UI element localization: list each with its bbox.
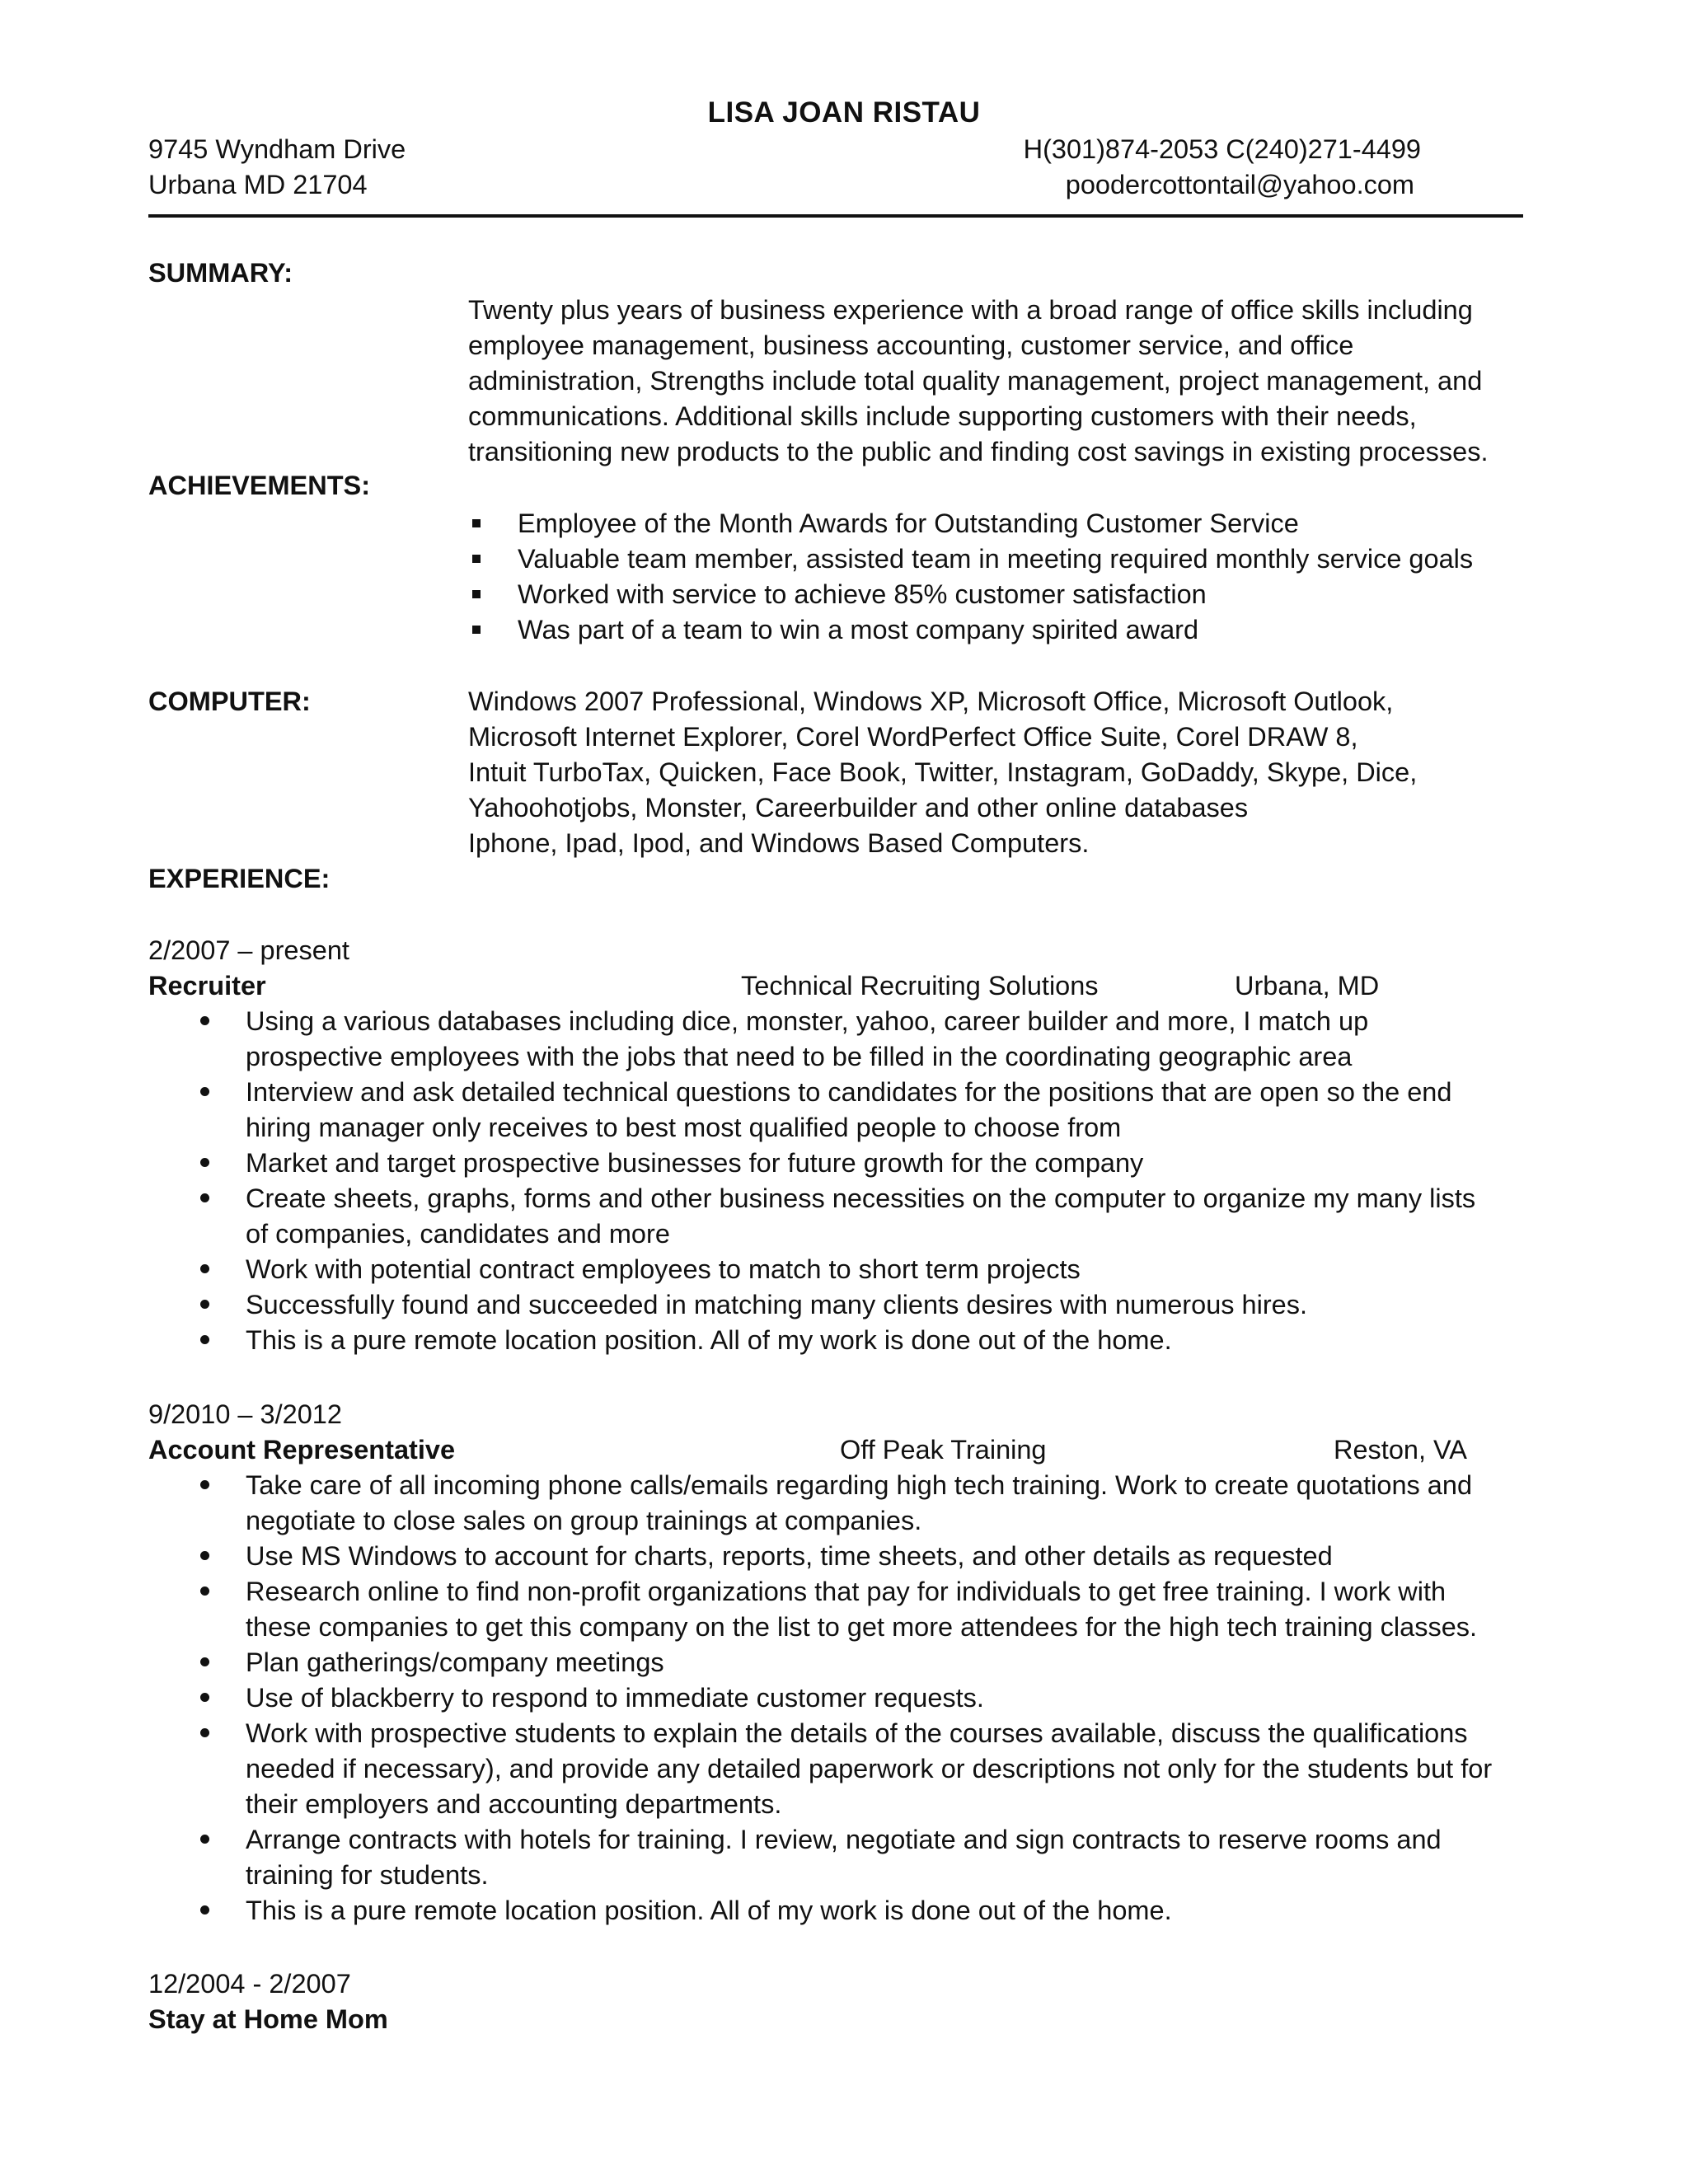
bullet-line: Use of blackberry to respond to immediate customer requests.	[246, 1683, 984, 1713]
summary-line: administration, Strengths include total quality management, project management, and	[468, 366, 1483, 396]
bullet-line: Work with potential contract employees to match to short term projects	[246, 1254, 1081, 1284]
job-bullet	[246, 1252, 1531, 1287]
achievement-item: Valuable team member, assisted team in meeting required monthly service goals	[518, 541, 1473, 577]
job-bullet	[246, 1539, 1531, 1574]
job-bullets	[246, 1468, 1531, 1929]
summary-line: Twenty plus years of business experience with a broad range of office skills including	[468, 295, 1473, 325]
bullet-line: needed if necessary), and provide any detailed paperwork or descriptions not only for the students but for	[246, 1754, 1493, 1783]
achievements-heading: ACHIEVEMENTS:	[148, 471, 371, 500]
job-bullet	[246, 1680, 1531, 1716]
job-company: Technical Recruiting Solutions	[741, 971, 1099, 1001]
computer-skills	[468, 684, 1540, 861]
job-bullet	[246, 1181, 1531, 1252]
job-dates: 9/2010 – 3/2012	[148, 1399, 342, 1429]
achievement-item: Employee of the Month Awards for Outstanding Customer Service	[518, 506, 1473, 541]
phone-numbers: H(301)874-2053 C(240)271-4499	[1023, 134, 1421, 164]
bullet-line: Take care of all incoming phone calls/emails regarding high tech training. Work to create quotations and	[246, 1470, 1473, 1500]
bullet-line: prospective employees with the jobs that need to be filled in the coordinating geographic area	[246, 1042, 1353, 1071]
job-bullet	[246, 1893, 1531, 1929]
computer-heading: COMPUTER:	[148, 687, 311, 716]
summary-line: transitioning new products to the public and finding cost savings in existing processes.	[468, 437, 1489, 466]
bullet-line: Market and target prospective businesses for future growth for the company	[246, 1148, 1144, 1178]
job-bullet	[246, 1822, 1531, 1893]
bullet-line: negotiate to close sales on group trainings at companies.	[246, 1506, 922, 1535]
job-bullet	[246, 1468, 1531, 1539]
job-bullet	[246, 1287, 1531, 1323]
summary-heading: SUMMARY:	[148, 258, 293, 288]
bullet-line: of companies, candidates and more	[246, 1219, 670, 1249]
achievement-item: Worked with service to achieve 85% customer satisfaction	[518, 577, 1473, 612]
bullet-line: Work with prospective students to explain the details of the courses available, discuss the qualifications	[246, 1718, 1468, 1748]
job-bullet	[246, 1075, 1531, 1146]
bullet-line: these companies to get this company on the list to get more attendees for the high tech training classes.	[246, 1612, 1478, 1642]
bullet-line: Plan gatherings/company meetings	[246, 1647, 664, 1677]
job-dates: 12/2004 - 2/2007	[148, 1969, 351, 1999]
bullet-line: This is a pure remote location position. All of my work is done out of the home.	[246, 1325, 1172, 1355]
email-address[interactable]: poodercottontail@yahoo.com	[1065, 170, 1414, 199]
bullet-line: their employers and accounting departments.	[246, 1789, 782, 1819]
achievement-item: Was part of a team to win a most company spirited award	[518, 612, 1473, 648]
job-title: Recruiter	[148, 971, 266, 1001]
summary-text	[468, 293, 1540, 470]
job-company: Off Peak Training	[840, 1435, 1047, 1465]
job-bullet	[246, 1716, 1531, 1822]
job-bullet	[246, 1323, 1531, 1358]
address-city: Urbana MD 21704	[148, 170, 368, 199]
bullet-line: Successfully found and succeeded in matching many clients desires with numerous hires.	[246, 1290, 1308, 1319]
bullet-line: This is a pure remote location position. All of my work is done out of the home.	[246, 1896, 1172, 1925]
computer-line: Intuit TurboTax, Quicken, Face Book, Twitter, Instagram, GoDaddy, Skype, Dice,	[468, 757, 1418, 787]
job-title: Stay at Home Mom	[148, 2004, 388, 2034]
experience-heading: EXPERIENCE:	[148, 864, 331, 893]
job-bullet	[246, 1645, 1531, 1680]
header-divider	[148, 214, 1523, 218]
summary-line: communications. Additional skills include supporting customers with their needs,	[468, 401, 1417, 431]
job-bullet	[246, 1146, 1531, 1181]
computer-line: Iphone, Ipad, Ipod, and Windows Based Computers.	[468, 828, 1090, 858]
achievements-list	[518, 506, 1473, 648]
computer-line: Windows 2007 Professional, Windows XP, Microsoft Office, Microsoft Outlook,	[468, 687, 1394, 716]
summary-line: employee management, business accounting, customer service, and office	[468, 330, 1354, 360]
job-location: Urbana, MD	[1235, 971, 1380, 1001]
bullet-line: Research online to find non-profit organizations that pay for individuals to get free training. I work with	[246, 1577, 1447, 1606]
computer-line: Microsoft Internet Explorer, Corel WordPerfect Office Suite, Corel DRAW 8,	[468, 722, 1358, 752]
job-bullets	[246, 1004, 1531, 1358]
candidate-name: LISA JOAN RISTAU	[707, 96, 981, 129]
address-street: 9745 Wyndham Drive	[148, 134, 406, 164]
job-title: Account Representative	[148, 1435, 456, 1465]
bullet-line: hiring manager only receives to best most qualified people to choose from	[246, 1113, 1122, 1142]
bullet-line: Using a various databases including dice, monster, yahoo, career builder and more, I match up	[246, 1006, 1369, 1036]
job-bullet	[246, 1004, 1531, 1075]
bullet-line: Arrange contracts with hotels for training. I review, negotiate and sign contracts to reserve rooms and	[246, 1825, 1442, 1854]
bullet-line: Create sheets, graphs, forms and other business necessities on the computer to organize my many lists	[246, 1183, 1476, 1213]
job-bullet	[246, 1574, 1531, 1645]
bullet-line: training for students.	[246, 1860, 489, 1890]
job-location: Reston, VA	[1334, 1435, 1467, 1465]
bullet-line: Interview and ask detailed technical questions to candidates for the positions that are open so the end	[246, 1077, 1452, 1107]
computer-line: Yahoohotjobs, Monster, Careerbuilder and other online databases	[468, 793, 1249, 823]
bullet-line: Use MS Windows to account for charts, reports, time sheets, and other details as requested	[246, 1541, 1333, 1571]
job-dates: 2/2007 – present	[148, 935, 349, 965]
